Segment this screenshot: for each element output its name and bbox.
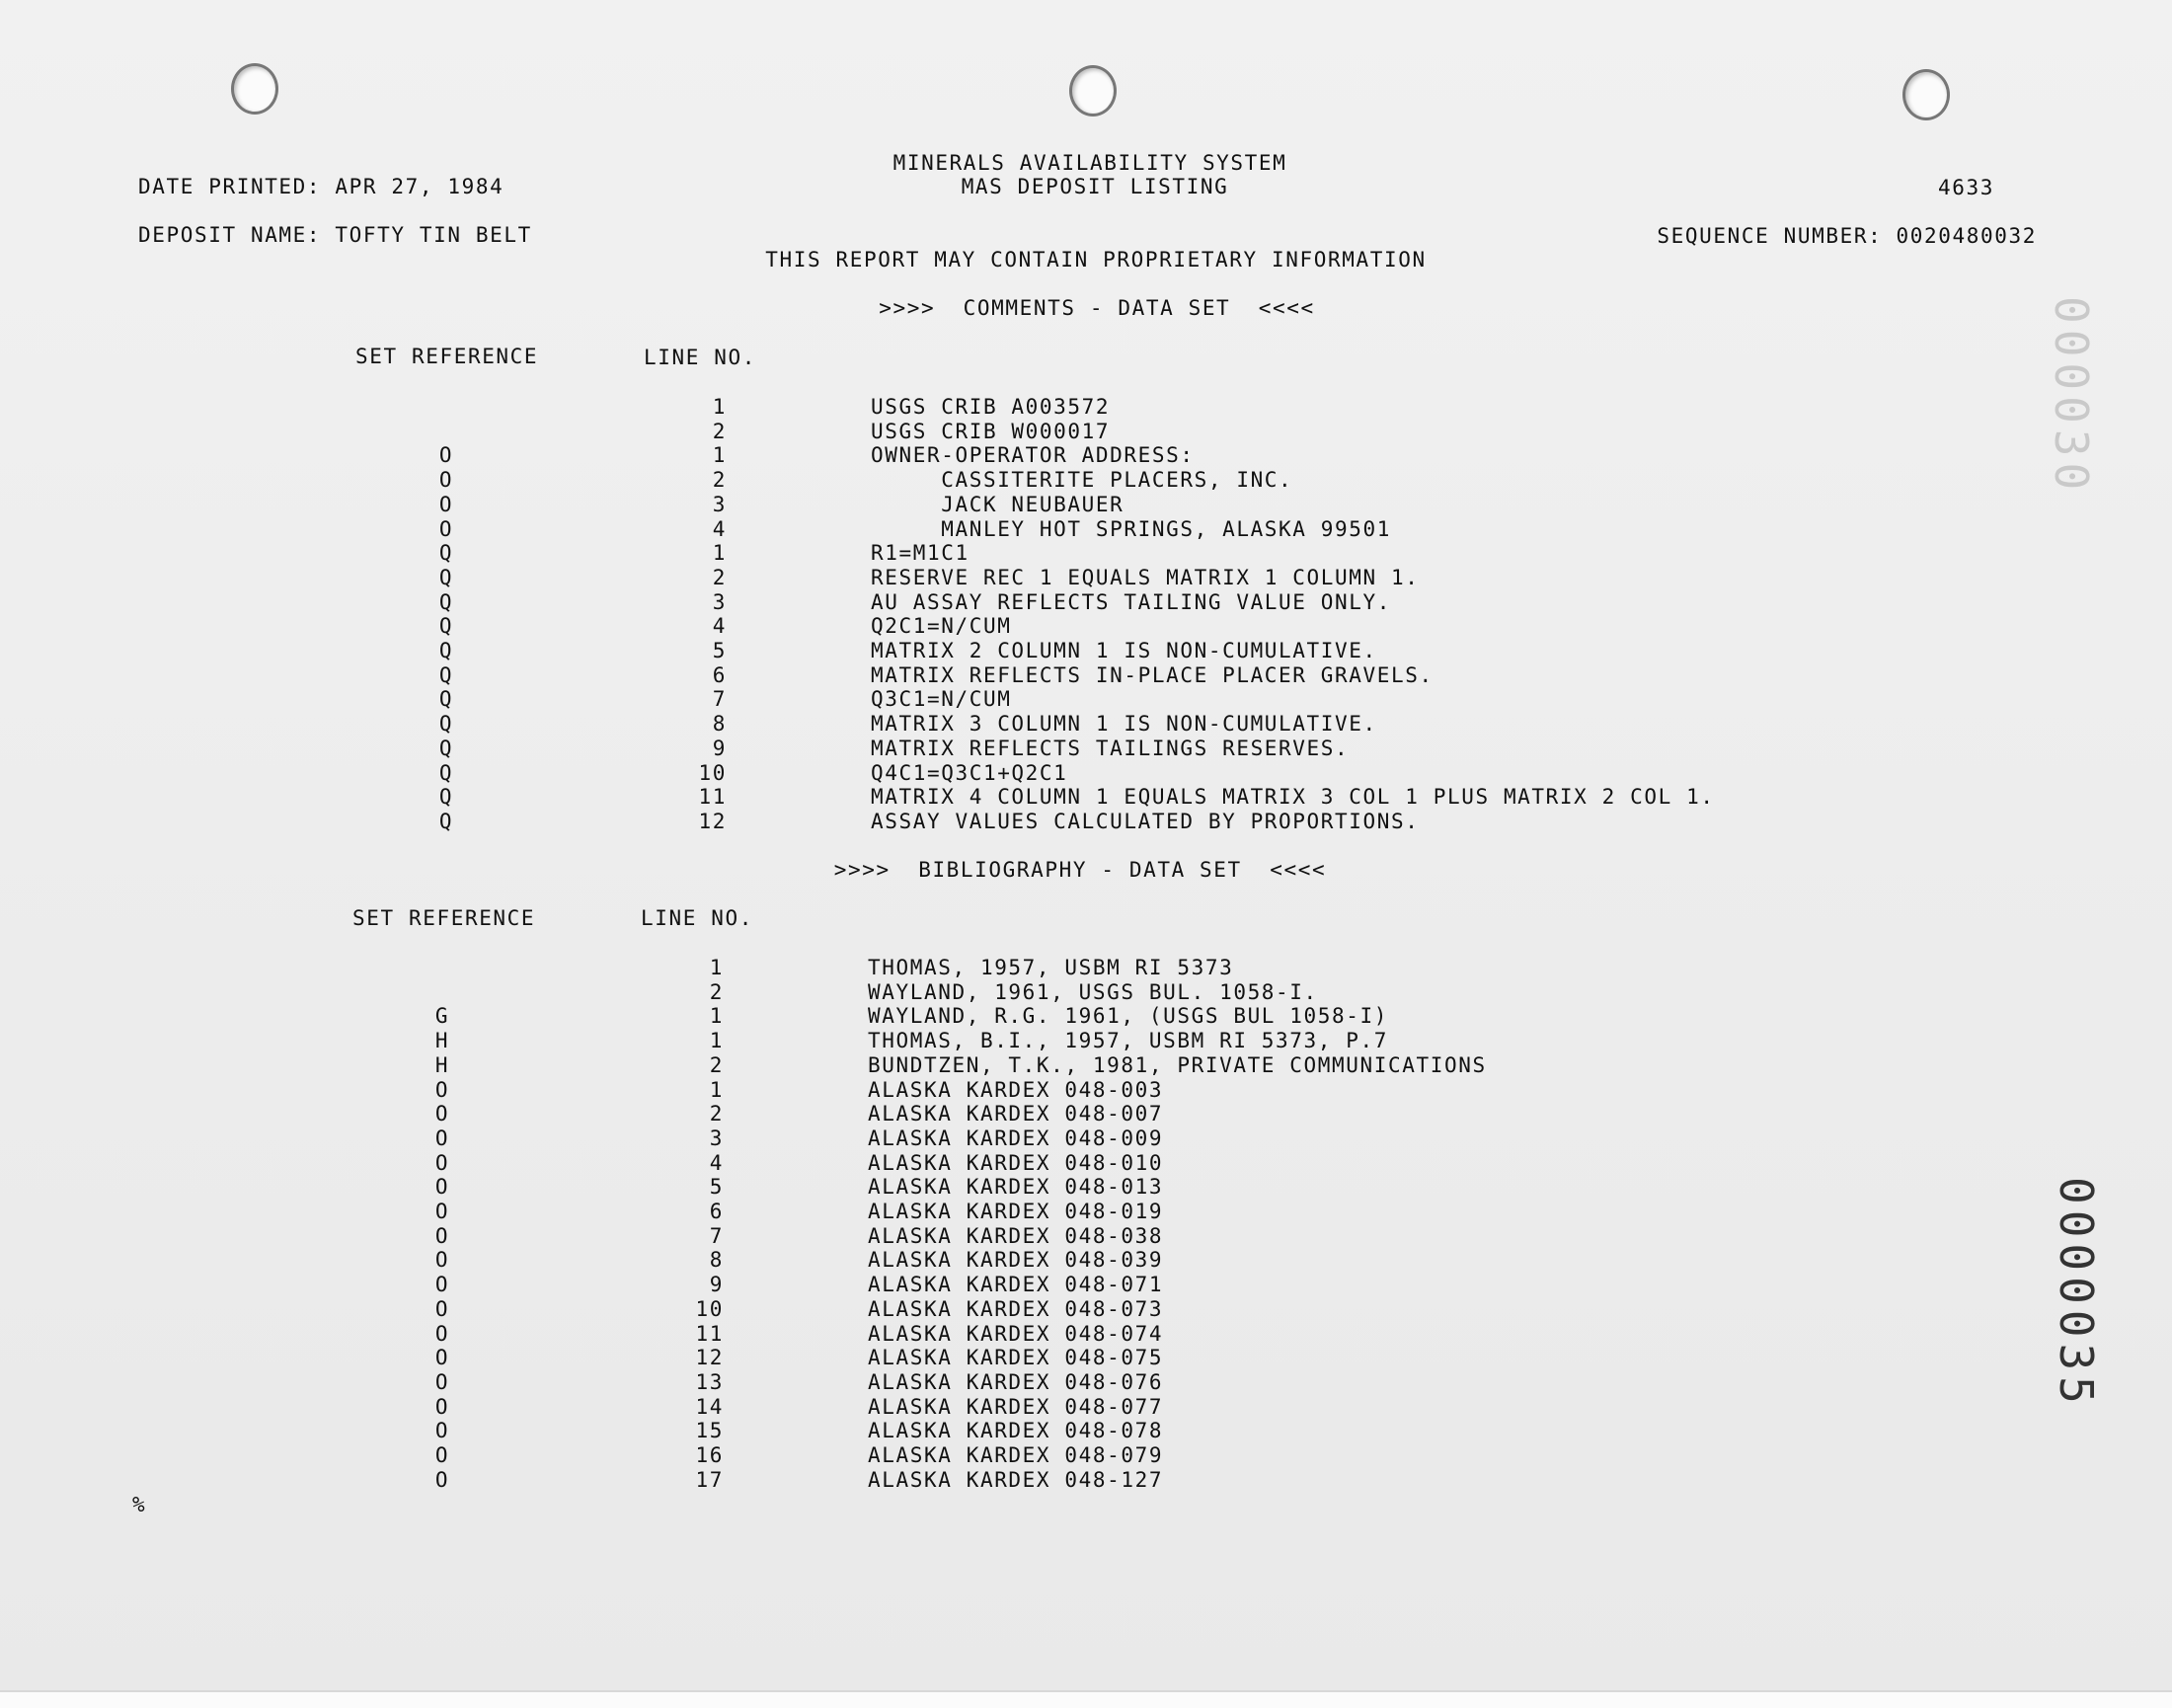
table-row xyxy=(0,980,2172,1004)
line-no-cell: 2 xyxy=(709,979,724,1004)
line-no-cell: 1 xyxy=(709,1077,724,1102)
set-reference-cell: Q xyxy=(438,565,454,589)
set-reference-cell: O xyxy=(434,1369,450,1394)
sequence-number: SEQUENCE NUMBER: 0020480032 xyxy=(1657,224,2037,248)
line-no-cell: 5 xyxy=(712,639,727,662)
footer-mark: % xyxy=(132,1493,147,1516)
entry-text-cell: ALASKA KARDEX 048-039 xyxy=(868,1248,1164,1273)
table-row xyxy=(0,1248,2172,1272)
bibliography-section-title: >>>> BIBLIOGRAPHY - DATA SET <<<< xyxy=(833,858,1327,882)
proprietary-notice: THIS REPORT MAY CONTAIN PROPRIETARY INFORMATION xyxy=(765,248,1427,272)
set-reference-cell: Q xyxy=(438,687,454,712)
table-row xyxy=(0,1322,2172,1346)
line-no-cell: 8 xyxy=(709,1248,724,1273)
line-no-cell: 14 xyxy=(695,1394,724,1419)
line-no-cell: 11 xyxy=(695,1321,724,1346)
page-number: 4633 xyxy=(1938,176,1994,199)
line-no-cell: 2 xyxy=(709,1052,724,1077)
line-no-cell: 12 xyxy=(698,809,727,833)
date-printed: DATE PRINTED: APR 27, 1984 xyxy=(138,175,504,198)
set-reference-cell: Q xyxy=(438,712,454,737)
line-no-cell: 5 xyxy=(709,1175,724,1200)
line-no-cell: 2 xyxy=(709,1102,724,1126)
entry-text-cell: MATRIX 3 COLUMN 1 IS NON-CUMULATIVE. xyxy=(871,712,1377,737)
line-no-cell: 2 xyxy=(712,565,727,589)
listing-title: MAS DEPOSIT LISTING xyxy=(961,175,1229,198)
set-reference-cell: O xyxy=(434,1102,450,1126)
comments-col-set-reference: SET REFERENCE xyxy=(355,345,539,368)
line-no-cell: 16 xyxy=(695,1443,724,1467)
entry-text-cell: MATRIX 4 COLUMN 1 EQUALS MATRIX 3 COL 1 PLUS MATRIX 2 COL 1. xyxy=(871,785,1715,810)
entry-text-cell: MANLEY HOT SPRINGS, ALASKA 99501 xyxy=(871,516,1391,541)
entry-text-cell: JACK NEUBAUER xyxy=(871,492,1125,516)
table-row xyxy=(0,1029,2172,1052)
set-reference-cell: O xyxy=(434,1126,450,1150)
entry-text-cell: ALASKA KARDEX 048-127 xyxy=(868,1467,1164,1492)
table-row xyxy=(0,1370,2172,1394)
table-row xyxy=(0,1053,2172,1077)
line-no-cell: 4 xyxy=(712,516,727,541)
table-row xyxy=(0,737,2172,760)
table-row xyxy=(0,590,2172,614)
entry-text-cell: ALASKA KARDEX 048-013 xyxy=(868,1175,1164,1200)
bibliography-col-line-no: LINE NO. xyxy=(641,906,753,930)
table-row xyxy=(0,712,2172,736)
line-no-cell: 3 xyxy=(709,1126,724,1150)
set-reference-cell: O xyxy=(434,1443,450,1467)
table-row xyxy=(0,395,2172,419)
line-no-cell: 1 xyxy=(712,541,727,566)
set-reference-cell: Q xyxy=(438,662,454,687)
table-row xyxy=(0,1346,2172,1369)
line-no-cell: 1 xyxy=(712,395,727,419)
set-reference-cell: Q xyxy=(438,639,454,662)
table-row xyxy=(0,785,2172,809)
entry-text-cell: RESERVE REC 1 EQUALS MATRIX 1 COLUMN 1. xyxy=(871,565,1420,589)
table-row xyxy=(0,956,2172,979)
line-no-cell: 12 xyxy=(695,1346,724,1370)
entry-text-cell: USGS CRIB A003572 xyxy=(871,395,1111,419)
entry-text-cell: OWNER-OPERATOR ADDRESS: xyxy=(871,443,1195,468)
table-row xyxy=(0,1468,2172,1492)
bibliography-col-set-reference: SET REFERENCE xyxy=(352,906,536,930)
entry-text-cell: ALASKA KARDEX 048-009 xyxy=(868,1126,1164,1150)
entry-text-cell: ALASKA KARDEX 048-003 xyxy=(868,1077,1164,1102)
set-reference-cell: O xyxy=(438,516,454,541)
table-row xyxy=(0,468,2172,492)
entry-text-cell: MATRIX REFLECTS IN-PLACE PLACER GRAVELS. xyxy=(871,662,1434,687)
set-reference-cell: H xyxy=(434,1029,450,1053)
table-row xyxy=(0,1126,2172,1150)
set-reference-cell: O xyxy=(434,1248,450,1273)
set-reference-cell: O xyxy=(434,1175,450,1200)
entry-text-cell: WAYLAND, R.G. 1961, (USGS BUL 1058-I) xyxy=(868,1004,1388,1029)
set-reference-cell: G xyxy=(434,1004,450,1029)
table-row xyxy=(0,1175,2172,1199)
entry-text-cell: Q2C1=N/CUM xyxy=(871,614,1012,639)
entry-text-cell: ALASKA KARDEX 048-019 xyxy=(868,1200,1164,1223)
set-reference-cell: Q xyxy=(438,760,454,785)
table-row xyxy=(0,614,2172,638)
set-reference-cell: O xyxy=(434,1223,450,1248)
table-row xyxy=(0,663,2172,687)
set-reference-cell: O xyxy=(434,1296,450,1321)
table-row xyxy=(0,420,2172,443)
entry-text-cell: R1=M1C1 xyxy=(871,541,970,566)
set-reference-cell: O xyxy=(434,1419,450,1443)
set-reference-cell: O xyxy=(434,1467,450,1492)
set-reference-cell: Q xyxy=(438,614,454,639)
set-reference-cell: H xyxy=(434,1052,450,1077)
line-no-cell: 3 xyxy=(712,589,727,614)
line-no-cell: 10 xyxy=(698,760,727,785)
line-no-cell: 15 xyxy=(695,1419,724,1443)
line-no-cell: 9 xyxy=(712,736,727,760)
entry-text-cell: ALASKA KARDEX 048-010 xyxy=(868,1150,1164,1175)
table-row xyxy=(0,1443,2172,1467)
entry-text-cell: WAYLAND, 1961, USGS BUL. 1058-I. xyxy=(868,979,1318,1004)
entry-text-cell: ALASKA KARDEX 048-079 xyxy=(868,1443,1164,1467)
set-reference-cell: Q xyxy=(438,589,454,614)
table-row xyxy=(0,639,2172,662)
set-reference-cell: Q xyxy=(438,809,454,833)
line-no-cell: 3 xyxy=(712,492,727,516)
entry-text-cell: BUNDTZEN, T.K., 1981, PRIVATE COMMUNICATIONS xyxy=(868,1052,1487,1077)
entry-text-cell: USGS CRIB W000017 xyxy=(871,419,1111,443)
set-reference-cell: O xyxy=(438,492,454,516)
line-no-cell: 1 xyxy=(709,956,724,979)
line-no-cell: 11 xyxy=(698,785,727,810)
binder-hole-center xyxy=(1069,65,1117,116)
line-no-cell: 1 xyxy=(709,1029,724,1053)
entry-text-cell: ALASKA KARDEX 048-038 xyxy=(868,1223,1164,1248)
set-reference-cell: O xyxy=(434,1394,450,1419)
table-row xyxy=(0,1200,2172,1223)
table-row xyxy=(0,1078,2172,1102)
line-no-cell: 2 xyxy=(712,419,727,443)
entry-text-cell: ALASKA KARDEX 048-071 xyxy=(868,1273,1164,1297)
entry-text-cell: ALASKA KARDEX 048-076 xyxy=(868,1369,1164,1394)
set-reference-cell: O xyxy=(434,1077,450,1102)
entry-text-cell: Q4C1=Q3C1+Q2C1 xyxy=(871,760,1068,785)
entry-text-cell: MATRIX 2 COLUMN 1 IS NON-CUMULATIVE. xyxy=(871,639,1377,662)
table-row xyxy=(0,1224,2172,1248)
set-reference-cell: O xyxy=(434,1346,450,1370)
table-row xyxy=(0,1395,2172,1419)
line-no-cell: 4 xyxy=(709,1150,724,1175)
system-title: MINERALS AVAILABILITY SYSTEM xyxy=(892,151,1287,175)
binder-hole-right xyxy=(1902,69,1950,120)
entry-text-cell: THOMAS, B.I., 1957, USBM RI 5373, P.7 xyxy=(868,1029,1388,1053)
line-no-cell: 17 xyxy=(695,1467,724,1492)
entry-text-cell: AU ASSAY REFLECTS TAILING VALUE ONLY. xyxy=(871,589,1391,614)
table-row xyxy=(0,1419,2172,1442)
line-no-cell: 6 xyxy=(709,1200,724,1223)
line-no-cell: 2 xyxy=(712,468,727,493)
line-no-cell: 9 xyxy=(709,1273,724,1297)
table-row xyxy=(0,566,2172,589)
set-reference-cell: O xyxy=(434,1273,450,1297)
table-row xyxy=(0,443,2172,467)
table-row xyxy=(0,687,2172,711)
set-reference-cell: O xyxy=(434,1150,450,1175)
entry-text-cell: ASSAY VALUES CALCULATED BY PROPORTIONS. xyxy=(871,809,1420,833)
faint-stamp: 000030 xyxy=(2045,296,2098,497)
entry-text-cell: ALASKA KARDEX 048-074 xyxy=(868,1321,1164,1346)
line-no-cell: 7 xyxy=(709,1223,724,1248)
deposit-name: DEPOSIT NAME: TOFTY TIN BELT xyxy=(138,223,532,247)
line-no-cell: 6 xyxy=(712,662,727,687)
set-reference-cell: Q xyxy=(438,785,454,810)
line-no-cell: 1 xyxy=(709,1004,724,1029)
table-row xyxy=(0,1151,2172,1175)
set-reference-cell: O xyxy=(434,1321,450,1346)
table-row xyxy=(0,493,2172,516)
comments-col-line-no: LINE NO. xyxy=(644,346,756,369)
table-row xyxy=(0,1273,2172,1296)
set-reference-cell: Q xyxy=(438,541,454,566)
entry-text-cell: CASSITERITE PLACERS, INC. xyxy=(871,468,1293,493)
entry-text-cell: THOMAS, 1957, USBM RI 5373 xyxy=(868,956,1234,979)
entry-text-cell: ALASKA KARDEX 048-075 xyxy=(868,1346,1164,1370)
line-no-cell: 10 xyxy=(695,1296,724,1321)
table-row xyxy=(0,1004,2172,1028)
table-row xyxy=(0,517,2172,541)
entry-text-cell: ALASKA KARDEX 048-007 xyxy=(868,1102,1164,1126)
table-row xyxy=(0,1297,2172,1321)
binder-hole-left xyxy=(231,63,278,115)
line-no-cell: 13 xyxy=(695,1369,724,1394)
table-row xyxy=(0,1102,2172,1126)
page-stamp: 0000035 xyxy=(2050,1177,2103,1410)
set-reference-cell: Q xyxy=(438,736,454,760)
line-no-cell: 8 xyxy=(712,712,727,737)
entry-text-cell: ALASKA KARDEX 048-077 xyxy=(868,1394,1164,1419)
table-row xyxy=(0,541,2172,565)
table-row xyxy=(0,761,2172,785)
set-reference-cell: O xyxy=(434,1200,450,1223)
entry-text-cell: Q3C1=N/CUM xyxy=(871,687,1012,712)
entry-text-cell: ALASKA KARDEX 048-073 xyxy=(868,1296,1164,1321)
set-reference-cell: O xyxy=(438,468,454,493)
entry-text-cell: ALASKA KARDEX 048-078 xyxy=(868,1419,1164,1443)
line-no-cell: 4 xyxy=(712,614,727,639)
line-no-cell: 1 xyxy=(712,443,727,468)
comments-section-title: >>>> COMMENTS - DATA SET <<<< xyxy=(879,296,1315,320)
set-reference-cell: O xyxy=(438,443,454,468)
line-no-cell: 7 xyxy=(712,687,727,712)
entry-text-cell: MATRIX REFLECTS TAILINGS RESERVES. xyxy=(871,736,1350,760)
table-row xyxy=(0,810,2172,833)
paper-bottom-edge xyxy=(0,1690,2172,1708)
